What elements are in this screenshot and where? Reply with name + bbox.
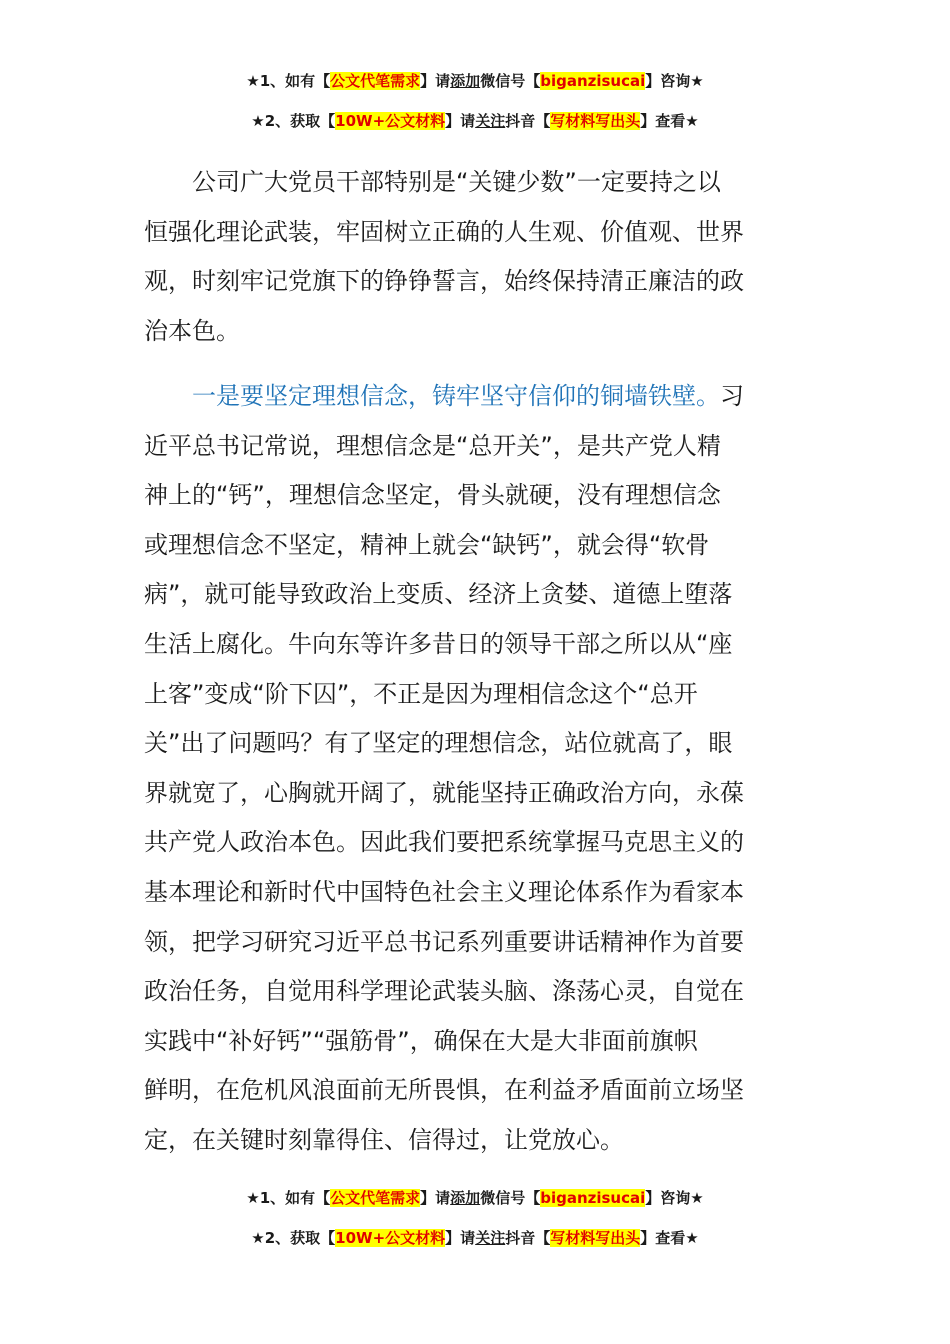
text-line: 关”出了问题吗？有了坚定的理想信念，站位就高了，眼 xyxy=(144,729,733,758)
header-notice-line-1: ★1、如有【公文代笔需求】请添加微信号【biganzisucai】咨询★ xyxy=(246,72,704,90)
text-line: 恒强化理论武装，牢固树立正确的人生观、价值观、世界 xyxy=(144,217,744,246)
star-icon: ★ xyxy=(251,112,265,130)
highlight-service: 公文代笔需求 xyxy=(330,1189,421,1207)
star-icon: ★ xyxy=(246,1189,260,1207)
highlight-materials: 10W+公文材料 xyxy=(335,112,446,130)
text-line: 上客”变成“阶下囚”，不正是因为理相信念这个“总开 xyxy=(144,679,698,708)
star-icon: ★ xyxy=(685,1229,699,1247)
text-line: 政治任务，自觉用科学理论武装头脑、涤荡心灵，自觉在 xyxy=(144,977,744,1006)
text-line: 病”，就可能导致政治上变质、经济上贪婪、道德上堕落 xyxy=(144,580,733,609)
highlight-douyin-id: 写材料写出头 xyxy=(550,112,641,130)
highlight-service: 公文代笔需求 xyxy=(330,72,421,90)
text-line: 近平总书记常说，理想信念是“总开关”，是共产党人精 xyxy=(144,431,721,460)
star-icon: ★ xyxy=(690,72,704,90)
text-line: 生活上腐化。牛向东等许多昔日的领导干部之所以从“座 xyxy=(144,629,733,658)
highlight-douyin-id: 写材料写出头 xyxy=(550,1229,641,1247)
text-line: 公司广大党员干部特别是“关键少数”一定要持之以 xyxy=(192,168,721,196)
star-icon: ★ xyxy=(251,1229,265,1247)
text-line: 鲜明，在危机风浪面前无所畏惧，在利益矛盾面前立场坚 xyxy=(144,1076,744,1105)
text-line: 观，时刻牢记党旗下的铮铮誓言，始终保持清正廉洁的政 xyxy=(144,267,744,296)
section-heading: 一是要坚定理想信念，铸牢坚守信仰的铜墙铁壁。 xyxy=(192,382,720,410)
text-line: 界就宽了，心胸就开阔了，就能坚持正确政治方向，永葆 xyxy=(144,778,744,807)
text-line: 定，在关键时刻靠得住、信得过，让党放心。 xyxy=(144,1125,624,1154)
text-line: 实践中“补好钙”“强筋骨”，确保在大是大非面前旗帜 xyxy=(144,1026,698,1055)
header-notice-line-2: ★2、获取【10W+公文材料】请关注抖音【写材料写出头】查看★ xyxy=(251,112,699,130)
text-line: 或理想信念不坚定，精神上就会“缺钙”，就会得“软骨 xyxy=(144,530,710,559)
text-line: 基本理论和新时代中国特色社会主义理论体系作为看家本 xyxy=(144,877,744,906)
paragraph-1 xyxy=(144,158,806,356)
footer-notice-line-1: ★1、如有【公文代笔需求】请添加微信号【biganzisucai】咨询★ xyxy=(246,1189,704,1207)
footer-notice-line-2: ★2、获取【10W+公文材料】请关注抖音【写材料写出头】查看★ xyxy=(251,1229,699,1247)
highlight-wechat-id: biganzisucai xyxy=(540,1189,646,1207)
highlight-wechat-id: biganzisucai xyxy=(540,72,646,90)
highlight-materials: 10W+公文材料 xyxy=(335,1229,446,1247)
star-icon: ★ xyxy=(246,72,260,90)
text-line: 共产党人政治本色。因此我们要把系统掌握马克思主义的 xyxy=(144,828,744,857)
text-line: 一是要坚定理想信念，铸牢坚守信仰的铜墙铁壁。习 xyxy=(192,382,744,410)
star-icon: ★ xyxy=(685,112,699,130)
text-line: 神上的“钙”，理想信念坚定，骨头就硬，没有理想信念 xyxy=(144,481,721,510)
text-line: 治本色。 xyxy=(144,316,240,345)
text-line: 领，把学习研究习近平总书记系列重要讲话精神作为首要 xyxy=(144,927,744,956)
star-icon: ★ xyxy=(690,1189,704,1207)
paragraph-2 xyxy=(144,372,806,1166)
